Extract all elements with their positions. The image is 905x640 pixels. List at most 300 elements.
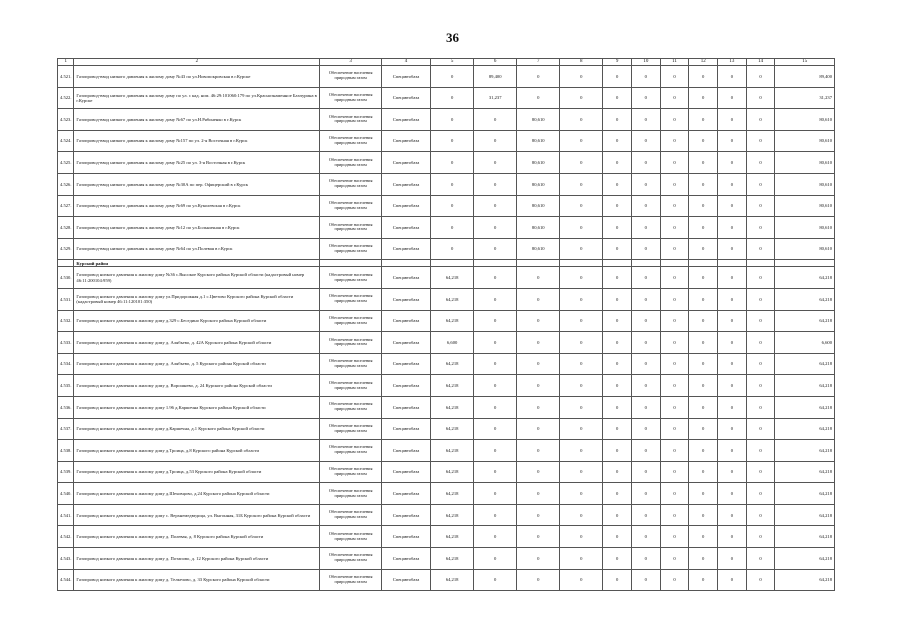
value-cell: 0: [689, 217, 718, 239]
total-cell: 64,218: [775, 267, 835, 289]
value-cell: 0: [718, 353, 747, 375]
organization-cell: Спецавтобаза: [381, 109, 430, 131]
value-cell: 0: [660, 152, 689, 174]
value-cell: 0: [517, 483, 560, 505]
total-cell: 64,218: [775, 375, 835, 397]
value-cell: 0: [746, 396, 775, 418]
table-row: [58, 109, 835, 131]
value-cell: 64,218: [431, 440, 474, 462]
value-cell: 0: [474, 483, 517, 505]
table-row: [58, 396, 835, 418]
value-cell: 0: [746, 504, 775, 526]
value-cell: 0: [718, 173, 747, 195]
value-cell: 0: [517, 267, 560, 289]
header-cell: 7: [517, 59, 560, 66]
purpose-cell: Обеспечение населения природным газом: [320, 569, 382, 591]
object-name: Газопровод низкого давления к жилому дому №36 с.Высокое Курского района Курской области (кадастровый номер 46:11:200104:959): [74, 267, 320, 289]
total-cell: 64,218: [775, 526, 835, 548]
header-cell: 6: [474, 59, 517, 66]
value-cell: 0: [660, 504, 689, 526]
value-cell: 0: [746, 353, 775, 375]
value-cell: 0: [660, 396, 689, 418]
value-cell: 0: [689, 504, 718, 526]
value-cell: 0: [560, 548, 603, 570]
row-number: 4.528.: [58, 217, 74, 239]
purpose-cell: Обеспечение населения природным газом: [320, 396, 382, 418]
total-cell: 89,400: [775, 66, 835, 88]
value-cell: 0: [517, 418, 560, 440]
table-body: [58, 59, 835, 591]
value-cell: 31,237: [474, 87, 517, 109]
value-cell: 0: [660, 548, 689, 570]
value-cell: 0: [631, 548, 660, 570]
value-cell: 0: [474, 288, 517, 310]
table-row: [58, 526, 835, 548]
value-cell: 0: [603, 483, 632, 505]
table-row: [58, 375, 835, 397]
value-cell: 0: [718, 130, 747, 152]
value-cell: 0: [631, 87, 660, 109]
value-cell: 0: [474, 195, 517, 217]
value-cell: 0: [474, 396, 517, 418]
value-cell: 0: [660, 375, 689, 397]
empty-cell: [517, 260, 560, 267]
object-name: Газопровод низкого давления к жилому дому д. Потапово, д. 12 Курского района Курской области: [74, 548, 320, 570]
header-cell: 1: [58, 59, 74, 66]
value-cell: 0: [660, 440, 689, 462]
table-row: [58, 504, 835, 526]
value-cell: 0: [603, 267, 632, 289]
purpose-cell: Обеспечение населения природным газом: [320, 353, 382, 375]
purpose-cell: Обеспечение населения природным газом: [320, 238, 382, 260]
value-cell: 0: [474, 217, 517, 239]
value-cell: 0: [718, 310, 747, 332]
row-number: 4.524.: [58, 130, 74, 152]
value-cell: 0: [689, 332, 718, 354]
object-name: Газопровод низкого давления к жилому дому 1.96 д.Каршечна Курского района Курской области: [74, 396, 320, 418]
value-cell: 0: [689, 310, 718, 332]
value-cell: 0: [517, 504, 560, 526]
value-cell: 0: [560, 375, 603, 397]
organization-cell: Спецавтобаза: [381, 173, 430, 195]
total-cell: 64,218: [775, 483, 835, 505]
value-cell: 0: [718, 217, 747, 239]
value-cell: 0: [689, 152, 718, 174]
table-row: [58, 332, 835, 354]
value-cell: 0: [603, 548, 632, 570]
organization-cell: Спецавтобаза: [381, 130, 430, 152]
section-title: Курский район: [74, 260, 320, 267]
object-name: Газопровод низкого давления к жилому дому д.Шеховцово, д.24 Курского района Курской области: [74, 483, 320, 505]
value-cell: 0: [718, 418, 747, 440]
purpose-cell: Обеспечение населения природным газом: [320, 130, 382, 152]
value-cell: 0: [631, 238, 660, 260]
row-number: 4.525.: [58, 152, 74, 174]
value-cell: 0: [631, 418, 660, 440]
total-cell: 64,218: [775, 569, 835, 591]
value-cell: 0: [718, 238, 747, 260]
page-number: 36: [446, 30, 459, 45]
purpose-cell: Обеспечение населения природным газом: [320, 461, 382, 483]
empty-cell: [660, 260, 689, 267]
value-cell: 0: [746, 288, 775, 310]
value-cell: 80,610: [517, 152, 560, 174]
value-cell: 80,610: [517, 195, 560, 217]
value-cell: 0: [746, 173, 775, 195]
value-cell: 0: [560, 130, 603, 152]
value-cell: 0: [631, 396, 660, 418]
organization-cell: Спецавтобаза: [381, 418, 430, 440]
value-cell: 0: [660, 87, 689, 109]
table-row: [58, 195, 835, 217]
section-row: [58, 260, 835, 267]
value-cell: 0: [631, 375, 660, 397]
row-number: 4.535.: [58, 375, 74, 397]
organization-cell: Спецавтобаза: [381, 195, 430, 217]
total-cell: 6,600: [775, 332, 835, 354]
purpose-cell: Обеспечение населения природным газом: [320, 418, 382, 440]
value-cell: 0: [474, 130, 517, 152]
value-cell: 0: [660, 217, 689, 239]
value-cell: 64,218: [431, 483, 474, 505]
purpose-cell: Обеспечение населения природным газом: [320, 526, 382, 548]
value-cell: 0: [746, 66, 775, 88]
value-cell: 0: [660, 569, 689, 591]
value-cell: 0: [631, 504, 660, 526]
table-row: [58, 461, 835, 483]
organization-cell: Спецавтобаза: [381, 267, 430, 289]
organization-cell: Спецавтобаза: [381, 461, 430, 483]
value-cell: 0: [560, 109, 603, 131]
row-number: 4.527.: [58, 195, 74, 217]
value-cell: 0: [560, 440, 603, 462]
value-cell: 0: [474, 504, 517, 526]
value-cell: 64,218: [431, 396, 474, 418]
value-cell: 0: [718, 526, 747, 548]
table-row: [58, 87, 835, 109]
table-row: [58, 483, 835, 505]
empty-cell: [381, 260, 430, 267]
value-cell: 0: [718, 548, 747, 570]
value-cell: 0: [689, 288, 718, 310]
value-cell: 0: [474, 173, 517, 195]
header-row: [58, 59, 835, 66]
row-number: 4.529.: [58, 238, 74, 260]
purpose-cell: Обеспечение населения природным газом: [320, 173, 382, 195]
value-cell: 0: [474, 375, 517, 397]
value-cell: 0: [631, 483, 660, 505]
value-cell: 0: [431, 195, 474, 217]
row-number: 4.543.: [58, 548, 74, 570]
total-cell: 80,610: [775, 238, 835, 260]
value-cell: 0: [718, 569, 747, 591]
value-cell: 0: [517, 526, 560, 548]
value-cell: 0: [689, 396, 718, 418]
value-cell: 0: [560, 267, 603, 289]
value-cell: 0: [746, 569, 775, 591]
value-cell: 0: [474, 461, 517, 483]
object-name: Газопровод-ввод низкого давления к жилому дому №12 по ул.Больничная в г.Курск: [74, 217, 320, 239]
value-cell: 64,218: [431, 569, 474, 591]
organization-cell: Спецавтобаза: [381, 332, 430, 354]
value-cell: 0: [474, 548, 517, 570]
value-cell: 0: [517, 375, 560, 397]
value-cell: 0: [631, 66, 660, 88]
value-cell: 0: [603, 461, 632, 483]
value-cell: 0: [431, 87, 474, 109]
table-row: [58, 173, 835, 195]
value-cell: 0: [660, 353, 689, 375]
value-cell: 6,600: [431, 332, 474, 354]
row-number: 4.521.: [58, 66, 74, 88]
value-cell: 0: [603, 396, 632, 418]
value-cell: 0: [603, 418, 632, 440]
value-cell: 0: [660, 332, 689, 354]
total-cell: 64,218: [775, 288, 835, 310]
value-cell: 0: [689, 195, 718, 217]
total-cell: 64,218: [775, 310, 835, 332]
table-row: [58, 66, 835, 88]
value-cell: 64,218: [431, 548, 474, 570]
value-cell: 0: [746, 440, 775, 462]
value-cell: 0: [631, 526, 660, 548]
total-cell: 64,218: [775, 353, 835, 375]
purpose-cell: Обеспечение населения природным газом: [320, 152, 382, 174]
value-cell: 0: [660, 130, 689, 152]
object-name: Газопровод-ввод низкого давления к жилому дому №67 по ул.Н.Рябоненко в г.Курск: [74, 109, 320, 131]
object-name: Газопровод низкого давления к жилому дому д.Троица, д.53 Курского района Курской области: [74, 461, 320, 483]
value-cell: 0: [474, 353, 517, 375]
row-number: 4.530.: [58, 267, 74, 289]
header-cell: 8: [560, 59, 603, 66]
value-cell: 0: [603, 440, 632, 462]
value-cell: 64,218: [431, 267, 474, 289]
value-cell: 0: [689, 87, 718, 109]
empty-cell: [746, 260, 775, 267]
value-cell: 0: [631, 440, 660, 462]
value-cell: 0: [631, 217, 660, 239]
purpose-cell: Обеспечение населения природным газом: [320, 504, 382, 526]
value-cell: 64,218: [431, 418, 474, 440]
value-cell: 0: [431, 217, 474, 239]
value-cell: 0: [689, 548, 718, 570]
value-cell: 0: [660, 418, 689, 440]
total-cell: 80,610: [775, 217, 835, 239]
value-cell: 0: [603, 195, 632, 217]
value-cell: 0: [474, 526, 517, 548]
table-row: [58, 288, 835, 310]
object-name: Газопровод-ввод низкого давления к жилому дому №64 по ул.Полевая в г.Курск: [74, 238, 320, 260]
empty-cell: [560, 260, 603, 267]
value-cell: 0: [603, 152, 632, 174]
organization-cell: Спецавтобаза: [381, 87, 430, 109]
value-cell: 64,218: [431, 461, 474, 483]
value-cell: 0: [517, 310, 560, 332]
value-cell: 0: [603, 504, 632, 526]
value-cell: 0: [689, 267, 718, 289]
value-cell: 0: [631, 332, 660, 354]
total-cell: 80,610: [775, 173, 835, 195]
value-cell: 0: [746, 267, 775, 289]
value-cell: 0: [603, 173, 632, 195]
value-cell: 0: [560, 483, 603, 505]
table-row: [58, 548, 835, 570]
object-name: Газопровод низкого давления к жилому дому д.329 с.Беседино Курского района Курской области: [74, 310, 320, 332]
purpose-cell: Обеспечение населения природным газом: [320, 288, 382, 310]
organization-cell: Спецавтобаза: [381, 375, 430, 397]
purpose-cell: Обеспечение населения природным газом: [320, 217, 382, 239]
value-cell: 80,610: [517, 109, 560, 131]
row-number: 4.531.: [58, 288, 74, 310]
value-cell: 0: [474, 332, 517, 354]
value-cell: 0: [517, 66, 560, 88]
header-cell: 15: [775, 59, 835, 66]
value-cell: 0: [474, 440, 517, 462]
value-cell: 0: [474, 267, 517, 289]
empty-cell: [631, 260, 660, 267]
value-cell: 0: [718, 375, 747, 397]
row-number: 4.523.: [58, 109, 74, 131]
value-cell: 0: [660, 461, 689, 483]
investment-table: [57, 58, 835, 591]
value-cell: 0: [603, 130, 632, 152]
value-cell: 0: [660, 526, 689, 548]
table-row: [58, 569, 835, 591]
total-cell: 64,218: [775, 548, 835, 570]
total-cell: 80,610: [775, 130, 835, 152]
value-cell: 0: [689, 66, 718, 88]
table-row: [58, 130, 835, 152]
organization-cell: Спецавтобаза: [381, 440, 430, 462]
purpose-cell: Обеспечение населения природным газом: [320, 375, 382, 397]
purpose-cell: Обеспечение населения природным газом: [320, 440, 382, 462]
empty-cell: [775, 260, 835, 267]
empty-cell: [474, 260, 517, 267]
purpose-cell: Обеспечение населения природным газом: [320, 310, 382, 332]
value-cell: 0: [746, 152, 775, 174]
total-cell: 64,218: [775, 440, 835, 462]
value-cell: 0: [689, 418, 718, 440]
row-number: 4.536.: [58, 396, 74, 418]
value-cell: 0: [517, 548, 560, 570]
value-cell: 0: [746, 130, 775, 152]
organization-cell: Спецавтобаза: [381, 66, 430, 88]
empty-cell: [718, 260, 747, 267]
organization-cell: Спецавтобаза: [381, 483, 430, 505]
value-cell: 0: [718, 195, 747, 217]
empty-cell: [431, 260, 474, 267]
value-cell: 0: [560, 195, 603, 217]
value-cell: 0: [517, 396, 560, 418]
value-cell: 0: [474, 238, 517, 260]
value-cell: 0: [431, 109, 474, 131]
object-name: Газопровод низкого давления к жилому дому ул.Придорожная д.1 с.Цветово Курского района Курской области (кадастровый номер 46:11:120101:350): [74, 288, 320, 310]
table-row: [58, 217, 835, 239]
value-cell: 0: [631, 267, 660, 289]
value-cell: 0: [517, 332, 560, 354]
value-cell: 0: [560, 332, 603, 354]
value-cell: 0: [746, 375, 775, 397]
header-cell: 10: [631, 59, 660, 66]
value-cell: 0: [603, 288, 632, 310]
value-cell: 0: [431, 66, 474, 88]
value-cell: 0: [746, 461, 775, 483]
value-cell: 0: [603, 310, 632, 332]
value-cell: 0: [718, 109, 747, 131]
object-name: Газопровод-ввод низкого давления к жилому дому №157 по ул. 2-я Восточная в г.Курск: [74, 130, 320, 152]
value-cell: 0: [660, 66, 689, 88]
purpose-cell: Обеспечение населения природным газом: [320, 548, 382, 570]
value-cell: 0: [603, 217, 632, 239]
value-cell: 64,218: [431, 288, 474, 310]
purpose-cell: Обеспечение населения природным газом: [320, 87, 382, 109]
object-name: Газопровод низкого давления к жилому дому д. Алябьево, д. 42А Курского района Курской области: [74, 332, 320, 354]
value-cell: 0: [689, 173, 718, 195]
purpose-cell: Обеспечение населения природным газом: [320, 66, 382, 88]
value-cell: 80,610: [517, 217, 560, 239]
value-cell: 0: [689, 526, 718, 548]
value-cell: 0: [474, 418, 517, 440]
value-cell: 0: [631, 109, 660, 131]
organization-cell: Спецавтобаза: [381, 288, 430, 310]
value-cell: 0: [431, 130, 474, 152]
value-cell: 0: [560, 310, 603, 332]
total-cell: 64,218: [775, 418, 835, 440]
value-cell: 0: [517, 569, 560, 591]
value-cell: 0: [560, 217, 603, 239]
empty-cell: [689, 260, 718, 267]
value-cell: 0: [603, 569, 632, 591]
value-cell: 0: [746, 483, 775, 505]
organization-cell: Спецавтобаза: [381, 217, 430, 239]
value-cell: 64,218: [431, 375, 474, 397]
purpose-cell: Обеспечение населения природным газом: [320, 195, 382, 217]
value-cell: 0: [689, 461, 718, 483]
organization-cell: Спецавтобаза: [381, 548, 430, 570]
value-cell: 0: [474, 152, 517, 174]
row-number: 4.537.: [58, 418, 74, 440]
total-cell: 31,237: [775, 87, 835, 109]
value-cell: 0: [689, 483, 718, 505]
value-cell: 0: [603, 87, 632, 109]
header-cell: 4: [381, 59, 430, 66]
value-cell: 0: [631, 173, 660, 195]
table-row: [58, 418, 835, 440]
value-cell: 0: [603, 353, 632, 375]
value-cell: 0: [746, 526, 775, 548]
value-cell: 0: [474, 569, 517, 591]
object-name: Газопровод-ввод низкого давления к жилому дому №69 по ул.Куколевская в г.Курск: [74, 195, 320, 217]
value-cell: 0: [431, 152, 474, 174]
value-cell: 80,610: [517, 238, 560, 260]
value-cell: 0: [689, 375, 718, 397]
value-cell: 0: [718, 267, 747, 289]
table-row: [58, 267, 835, 289]
object-name: Газопровод низкого давления к жилому дому д. Полевая, д. 8 Курского района Курской области: [74, 526, 320, 548]
value-cell: 80,610: [517, 130, 560, 152]
row-number: 4.522.: [58, 87, 74, 109]
value-cell: 0: [474, 109, 517, 131]
row-number: 4.538.: [58, 440, 74, 462]
value-cell: 0: [689, 109, 718, 131]
value-cell: 0: [517, 440, 560, 462]
value-cell: 80,610: [517, 173, 560, 195]
value-cell: 0: [603, 375, 632, 397]
value-cell: 0: [517, 288, 560, 310]
organization-cell: Спецавтобаза: [381, 152, 430, 174]
header-cell: 13: [718, 59, 747, 66]
value-cell: 0: [517, 353, 560, 375]
